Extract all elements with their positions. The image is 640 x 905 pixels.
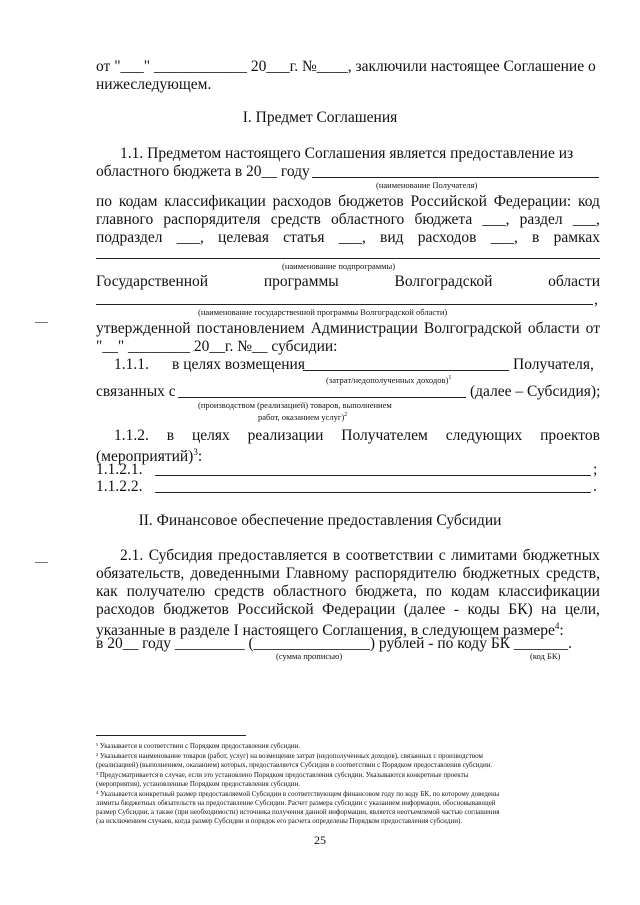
p111-line-8: утвержденной постановлением Администрации Волгоградской области от	[96, 320, 600, 337]
footnote-4-line-3: размер Субсидии, а также (при необходимости) источника получения данной информации, является неотъемлемой частью соглашения	[96, 808, 500, 816]
p111-line-2-text: областного бюджета в 20__ году	[96, 163, 310, 180]
footnote-separator	[96, 735, 246, 736]
footnote-3-line-2: (мероприятия), установленные Порядком предоставления субсидии.	[96, 780, 301, 788]
p21-line-2: обязательств, доведенными Главному распорядителю бюджетных средств,	[96, 565, 600, 582]
scan-mark	[35, 562, 48, 563]
program-comma: ,	[594, 291, 598, 308]
p1111-num: 1.1.1.	[114, 356, 149, 373]
p21-line-4: расходов бюджетов Российской Федерации (далее - коды БК) на цели,	[96, 601, 600, 618]
program-blank	[96, 304, 593, 305]
hint-production-2: работ, оказанием услуг)$^2$	[258, 411, 348, 422]
p111-line-9: "__" ________ 20__г. №__ субсидии:	[96, 338, 338, 355]
p112-line-1: 1.1.2. в целях реализации Получателем следующих проектов	[114, 427, 600, 444]
p21-line-6: в 20__ году _________ (_______________) рублей - по коду БК _______.	[96, 635, 573, 652]
p1111-text-a: в целях возмещения	[172, 356, 305, 373]
p112-line-2: (мероприятий)$^3$:	[96, 447, 203, 466]
hint-costs: (затрат/недополученных доходов)$^1$	[326, 374, 452, 385]
footnote-4-line-2: лимиты бюджетных обязательств на предоставление Субсидии. Расчет размера субсидии с указанием информации, обосновывающей	[96, 799, 496, 807]
section-2-title: II. Финансовое обеспечение предоставления Субсидии	[138, 512, 502, 529]
project-1-blank	[155, 475, 591, 476]
p1122-num: 1.1.2.2.	[96, 478, 143, 495]
p1121-num: 1.1.2.1.	[96, 461, 143, 478]
p21-line-1: 2.1. Субсидия предоставляется в соответствии с лимитами бюджетных	[120, 547, 600, 564]
recipient-blank	[312, 177, 599, 178]
hint-bk-code: (код БК)	[530, 651, 561, 661]
p1121-end: ;	[593, 461, 598, 478]
hint-program: (наименование государственной программы Волгоградской области)	[198, 307, 448, 317]
p111-line-6: Государственной программы Волгоградской области	[96, 273, 600, 290]
production-blank	[178, 397, 466, 398]
hint-subprogram: (наименование подпрограммы)	[282, 261, 396, 271]
section-1-title: I. Предмет Соглашения	[242, 109, 398, 126]
footnote-2-line-1: ² Указывается наименование товаров (работ, услуг) на возмещение затрат (недополученных доходов), связанных с производством	[96, 752, 483, 760]
page-number: 25	[314, 833, 326, 847]
intro-line-1: от "___" ____________ 20___г. №____, заключили настоящее Соглашение о	[96, 58, 596, 75]
hint-sum-words: (сумма прописью)	[276, 651, 343, 661]
hint-production-1: (производством (реализацией) товаров, выполнением	[198, 400, 392, 410]
footnote-4-line-1: ⁴ Указывается конкретный размер предоставляемой Субсидии в соответствующем финансовом году по коду БК, по которому доведены	[96, 790, 500, 798]
footnote-4-line-4: (за исключением случаев, когда размер Субсидии и порядок его расчета определены Порядком предоставления субсидии).	[96, 817, 463, 825]
hint-recipient: (наименование Получателя)	[376, 180, 478, 190]
p111-line-5: подраздел ___, целевая статья ___, вид расходов ___, в рамках	[96, 229, 600, 246]
p111-line-1: 1.1. Предметом настоящего Соглашения является предоставление из	[120, 145, 574, 162]
p1111-line-2-b: (далее – Субсидия);	[470, 383, 601, 400]
p21-line-3: как получателю средств областного бюджета, по кодам классификации	[96, 583, 600, 600]
p111-line-4: главного распорядителя средств областного бюджета ___, раздел ___,	[96, 211, 600, 228]
project-2-blank	[155, 492, 591, 493]
scan-mark	[35, 322, 48, 323]
p111-line-3: по кодам классификации расходов бюджетов Российской Федерации: код	[96, 193, 600, 210]
p1122-end: .	[593, 478, 597, 495]
costs-blank	[303, 370, 509, 371]
footnote-3-line-1: ³ Предусматривается в случае, если это установлено Порядком предоставления субсидии. Указываются конкретные проекты	[96, 771, 469, 779]
p1111-line-2-a: связанных с	[96, 383, 176, 400]
p1111-text-b: Получателя,	[513, 356, 594, 373]
intro-line-2: нижеследующем.	[96, 76, 212, 93]
footnote-1: ¹ Указывается в соответствии с Порядком предоставления субсидии.	[96, 742, 301, 750]
footnote-2-line-2: (реализацией) (выполнением, оказанием) которых, предоставляется Субсидия в соответствии с Порядком предоставления субсидии.	[96, 761, 493, 769]
subprogram-blank	[96, 258, 600, 259]
p21-line-5: указанные в разделе I настоящего Соглашения, в следующем размере$^4$:	[96, 621, 564, 640]
